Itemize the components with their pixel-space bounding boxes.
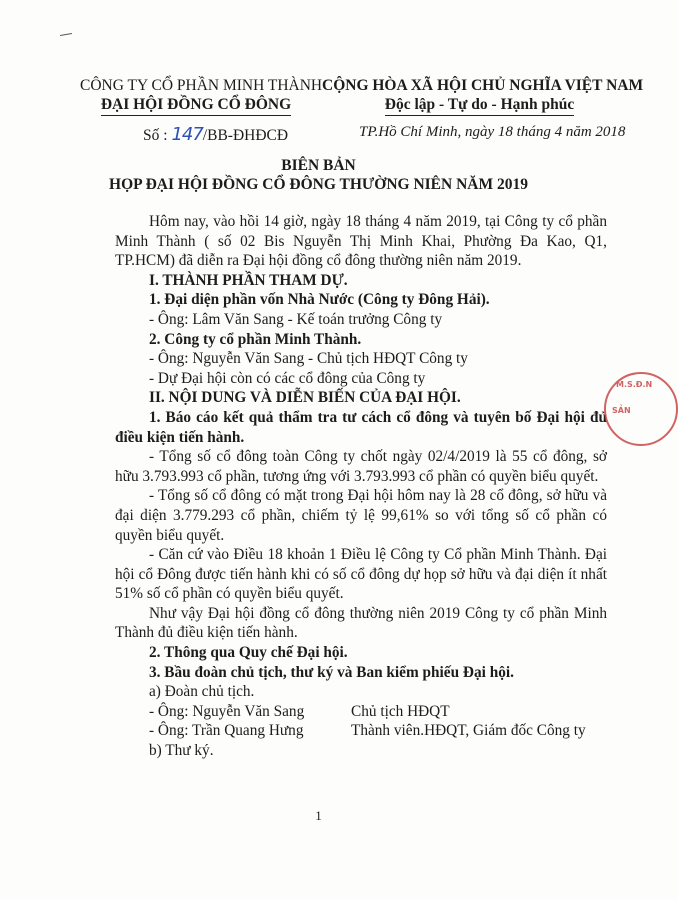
list-label: b) Thư ký. <box>149 742 214 760</box>
chair-role: Thành viên.HĐQT, Giám đốc Công ty <box>351 722 586 740</box>
company-name: CÔNG TY CỔ PHẦN MINH THÀNH <box>80 77 323 94</box>
scan-mark <box>60 33 72 36</box>
attendee-line: - Ông: Nguyễn Văn Sang - Chủ tịch HĐQT Công ty <box>149 350 468 368</box>
national-title: CỘNG HÒA XÃ HỘI CHỦ NGHĨA VIỆT NAM <box>322 77 644 94</box>
body-paragraph: - Tổng số cổ đông toàn Công ty chốt ngày 02/4/2019 là 55 cổ đông, sở hữu 3.793.993 cổ phần, tương ứng với 3.793.993 cổ phần có quyền biểu quyết. <box>115 448 607 485</box>
company-header <box>80 76 323 116</box>
body-paragraph: - Tổng số cổ đông có mặt trong Đại hội hôm nay là 28 cổ đông, sở hữu và đại diện 3.779.293 cổ phần, chiếm tỷ lệ 99,61% so với tổng số cổ phần có quyền biểu quyết. <box>115 487 607 544</box>
chair-role: Chủ tịch HĐQT <box>351 702 450 720</box>
intro-paragraph: Hôm nay, vào hồi 14 giờ, ngày 18 tháng 4 năm 2019, tại Công ty cổ phần Minh Thành ( số 02 Bis Nguyễn Thị Minh Khai, Phường Đa Kao, Q1, TP.HCM) đã diễn ra Đại hội đồng cổ đông thường niên năm 2019. <box>115 213 607 270</box>
section-heading-1: I. THÀNH PHẦN THAM DỰ. <box>149 271 348 289</box>
place-date: TP.Hồ Chí Minh, ngày 18 tháng 4 năm 2018 <box>359 124 626 140</box>
subsection-heading: 2. Thông qua Quy chế Đại hội. <box>149 644 348 662</box>
section-heading-2: II. NỘI DUNG VÀ DIỄN BIẾN CỦA ĐẠI HỘI. <box>149 389 461 407</box>
doc-number-suffix: /BB-ĐHĐCĐ <box>202 127 289 144</box>
subsection-heading: 2. Công ty cổ phần Minh Thành. <box>149 330 362 348</box>
handwritten-number: 147 <box>171 124 203 145</box>
stamp-text: M.S.Đ.N <box>616 380 653 389</box>
stamp-text: SẢN <box>612 406 631 415</box>
attendee-line: - Ông: Lâm Văn Sang - Kế toán trưởng Công ty <box>149 310 443 328</box>
page-number: 1 <box>315 808 322 823</box>
chair-row <box>115 702 607 722</box>
chair-name: - Ông: Trần Quang Hưng <box>149 722 304 740</box>
document-title: BIÊN BẢN <box>281 157 356 174</box>
subsection-heading: 3. Bầu đoàn chủ tịch, thư ký và Ban kiểm phiếu Đại hội. <box>149 663 514 681</box>
chair-name: - Ông: Nguyễn Văn Sang <box>149 702 305 720</box>
list-label: a) Đoàn chủ tịch. <box>149 683 255 701</box>
chair-row <box>115 721 607 741</box>
doc-number-prefix: Số : <box>143 127 168 144</box>
document-body <box>115 212 607 761</box>
national-motto: Độc lập - Tự do - Hạnh phúc <box>385 95 574 116</box>
document-number <box>143 124 288 145</box>
national-header <box>322 76 644 116</box>
attendee-line: - Dự Đại hội còn có các cổ đông của Công ty <box>149 369 426 387</box>
document-subtitle: HỌP ĐẠI HỘI ĐỒNG CỔ ĐÔNG THƯỜNG NIÊN NĂM 2019 <box>109 176 528 193</box>
subsection-heading: 1. Đại diện phần vốn Nhà Nước (Công ty Đông Hải). <box>149 291 490 309</box>
assembly-name: ĐẠI HỘI ĐỒNG CỔ ĐÔNG <box>101 95 291 116</box>
body-paragraph: - Căn cứ vào Điều 18 khoản 1 Điều lệ Công ty Cổ phần Minh Thành. Đại hội cổ Đông được tiến hành khi có số cổ đông dự họp sở hữu và đại diện ít nhất 51% số cổ phần có quyền biểu quyết. <box>115 546 607 603</box>
subsection-heading: 1. Báo cáo kết quả thẩm tra tư cách cổ đông và tuyên bố Đại hội đủ điều kiện tiến hành. <box>115 408 607 446</box>
company-stamp <box>604 372 678 446</box>
body-paragraph: Như vậy Đại hội đồng cổ đông thường niên 2019 Công ty cổ phần Minh Thành đủ điều kiện tiến hành. <box>115 604 607 642</box>
